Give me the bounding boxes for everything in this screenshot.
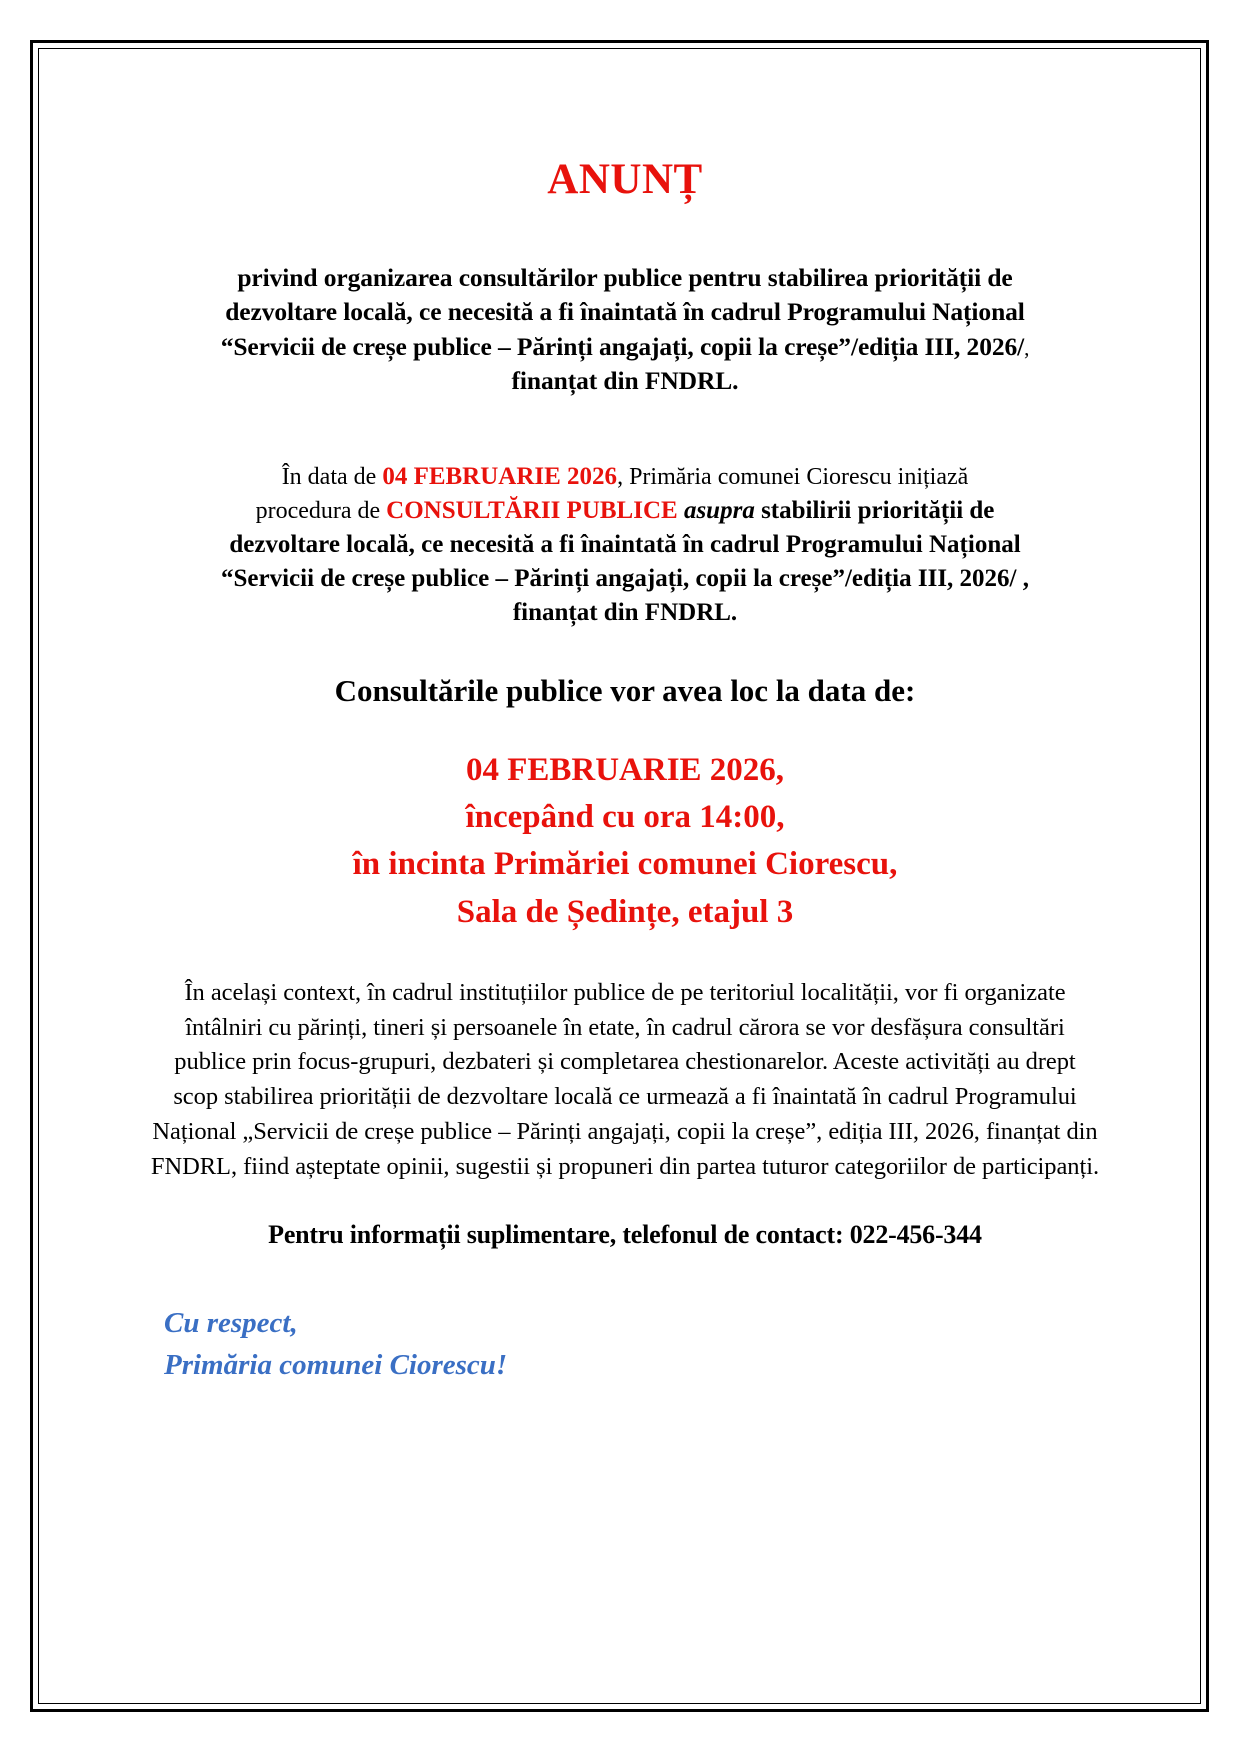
intro-paragraph [150, 261, 1100, 398]
notice-line-4: “Servicii de creșe publice – Părinți angajați, copii la creșe”/ediția III, 2026/ , [220, 564, 1030, 592]
page-title: ANUNȚ [547, 156, 703, 203]
intro-line-3-tail: , [1024, 335, 1030, 360]
document-content [150, 48, 1100, 1386]
body-paragraph: În același context, în cadrul instituțiilor publice de pe teritoriul localității, vor fi organizate întâlniri cu părinți, tineri și persoanele în etate, în cadrul cărora se vor desfășura consultări publice prin focus-grupuri, dezbateri și completarea chestionarelor. Aceste activități au drept scop stabilirea priorității de dezvoltare locală ce urmează a fi înaintată în cadrul Programului Național „Servicii de creșe publice – Părinți angajați, copii la creșe”, ediția III, 2026, finanțat din FNDRL, fiind așteptate opinii, sugestii și propuneri din partea tuturor categoriilor de participanți. [150, 978, 1100, 1180]
notice-date-highlight: 04 FEBRUARIE 2026 [382, 462, 618, 490]
intro-line-3: “Servicii de creșe publice – Părinți angajați, copii la creșe”/ediția III, 2026/ [220, 331, 1025, 361]
event-date: 04 FEBRUARIE 2026, [465, 752, 785, 789]
notice-seg-2: , Primăria comunei Ciorescu inițiază [617, 463, 969, 490]
intro-line-2: dezvoltare locală, ce necesită a fi înaintată în cadrul Programului Național [225, 297, 1025, 327]
notice-consultation-highlight: CONSULTĂRII PUBLICE [386, 496, 678, 524]
signature-greeting: Cu respect, [164, 1306, 298, 1339]
signature-block [164, 1302, 1100, 1386]
notice-line-3: dezvoltare locală, ce necesită a fi înaintată în cadrul Programului Național [229, 530, 1021, 558]
contact-line: Pentru informații suplimentare, telefonul de contact: 022-456-344 [268, 1219, 982, 1249]
intro-line-1: privind organizarea consultărilor publice pentru stabilirea priorității de [237, 263, 1013, 293]
event-room: Sala de Ședințe, etajul 3 [456, 893, 794, 930]
signature-author: Primăria comunei Ciorescu! [164, 1348, 508, 1381]
notice-seg-1: În data de [281, 463, 383, 490]
notice-asupra-italic: asupra [683, 496, 755, 524]
event-date-block [150, 747, 1100, 936]
notice-line-5: finanțat din FNDRL. [512, 598, 738, 626]
notice-seg-3: procedura de [255, 497, 387, 524]
section-subheading: Consultările publice vor avea loc la data de: [334, 672, 916, 708]
notice-paragraph [150, 460, 1100, 630]
notice-seg-5: stabilirii priorității de [754, 496, 995, 524]
event-time: începând cu ora 14:00, [465, 799, 785, 836]
intro-line-4: finanțat din FNDRL. [511, 365, 739, 395]
event-venue: în incinta Primăriei comunei Ciorescu, [352, 846, 898, 883]
